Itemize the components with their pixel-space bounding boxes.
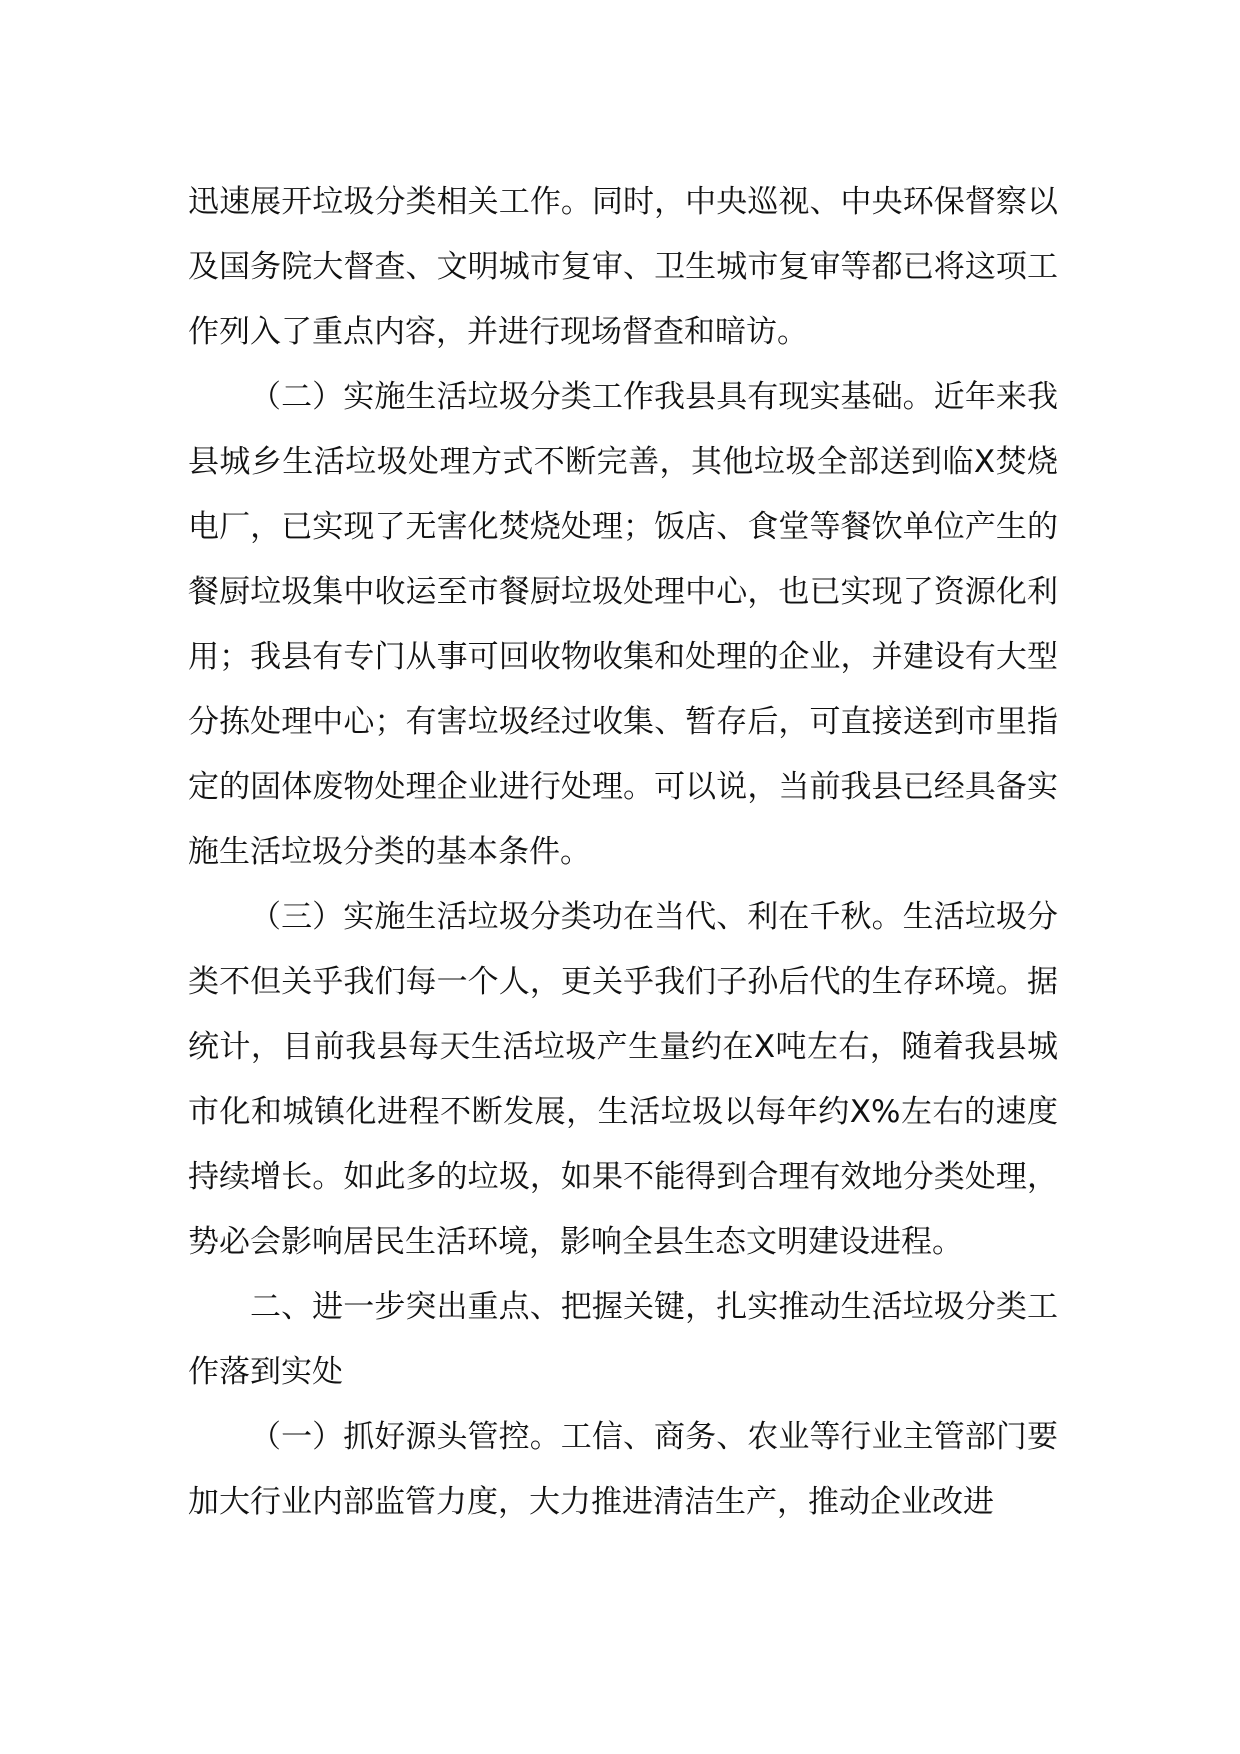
paragraph-subsection-1: （一）抓好源头管控。工信、商务、农业等行业主管部门要加大行业内部监管力度，大力推进清洁生产，推动企业改进: [188, 1419, 1058, 1520]
paragraph-subsection-2: （二）实施生活垃圾分类工作我县具有现实基础。近年来我县城乡生活垃圾处理方式不断完善，其他垃圾全部送到临X焚烧电厂，已实现了无害化焚烧处理；饭店、食堂等餐饮单位产生的餐厨垃圾集中收运至市餐厨垃圾处理中心，也已实现了资源化利用；我县有专门从事可回收物收集和处理的企业，并建设有大型分拣处理中心；有害垃圾经过收集、暂存后，可直接送到市里指定的固体废物处理企业进行处理。可以说，当前我县已经具备实施生活垃圾分类的基本条件。: [188, 379, 1058, 870]
document-body: [188, 170, 1058, 1535]
section-heading-2: 二、进一步突出重点、把握关键，扎实推动生活垃圾分类工作落到实处: [188, 1289, 1058, 1390]
paragraph-continuation: 迅速展开垃圾分类相关工作。同时，中央巡视、中央环保督察以及国务院大督查、文明城市复审、卫生城市复审等都已将这项工作列入了重点内容，并进行现场督查和暗访。: [188, 184, 1058, 350]
paragraph-subsection-3: （三）实施生活垃圾分类功在当代、利在千秋。生活垃圾分类不但关乎我们每一个人，更关乎我们子孙后代的生存环境。据统计，目前我县每天生活垃圾产生量约在X吨左右，随着我县城市化和城镇化进程不断发展，生活垃圾以每年约X%左右的速度持续增长。如此多的垃圾，如果不能得到合理有效地分类处理，势必会影响居民生活环境，影响全县生态文明建设进程。: [188, 899, 1058, 1260]
